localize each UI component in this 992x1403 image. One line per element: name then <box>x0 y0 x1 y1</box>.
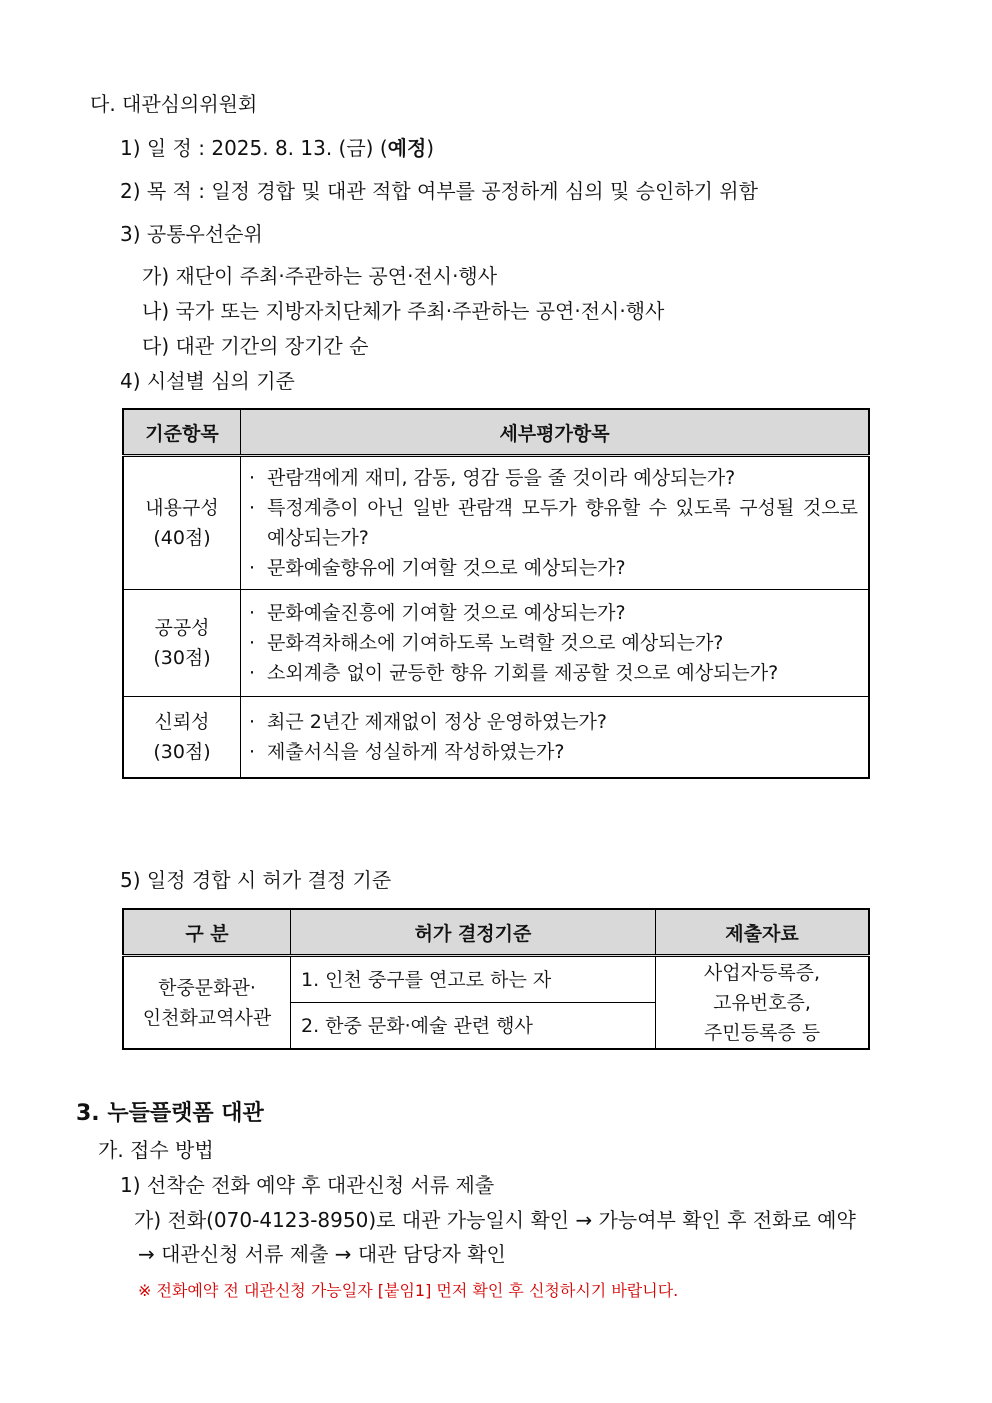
criteria-item: 소외계층 없이 균등한 향유 기회를 제공할 것으로 예상되는가? <box>267 662 779 684</box>
table-row: 공공성 (30점) · 문화예술진흥에 기여할 것으로 예상되는가? · 문화격차해소에 기여하도록 노력할 것으로 예상되는가? · 소외계층 없이 균등한 향유 기회를 제공할 것으로 예상되는가? <box>123 590 869 697</box>
criteria-item: 문화예술향유에 기여할 것으로 예상되는가? <box>267 557 626 579</box>
criteria-item: 관람객에게 재미, 감동, 영감 등을 줄 것이라 예상되는가? <box>267 467 736 489</box>
sub-heading: 가. 접수 방법 <box>98 1138 214 1162</box>
criteria-item: 특정계층이 아닌 일반 관람객 모두가 향유할 수 있도록 구성될 것으로 예상되는가? <box>267 497 858 549</box>
permit-criterion: 2. 한중 문화·예술 관련 행사 <box>291 1003 656 1050</box>
criteria-item: 문화예술진흥에 기여할 것으로 예상되는가? <box>267 602 626 624</box>
purpose-line: 2) 목 적 : 일정 경합 및 대관 적합 여부를 공정하게 심의 및 승인하기 위함 <box>120 179 758 203</box>
criteria-item: 문화격차해소에 기여하도록 노력할 것으로 예상되는가? <box>267 632 724 654</box>
schedule-status: 예정 <box>387 136 427 160</box>
facility-name: 인천화교역사관 <box>142 1006 272 1029</box>
method-detail: → 대관신청 서류 제출 → 대관 담당자 확인 <box>138 1242 506 1266</box>
table-header: 제출자료 <box>656 909 870 956</box>
criteria-points: (30점) <box>153 741 211 763</box>
criteria-points: (40점) <box>153 527 211 549</box>
permit-criterion: 1. 인천 중구를 연고로 하는 자 <box>291 956 656 1003</box>
priority-heading: 3) 공통우선순위 <box>120 222 263 246</box>
facility-name: 한중문화관· <box>158 976 256 999</box>
table-header: 구 분 <box>123 909 291 956</box>
required-document: 주민등록증 등 <box>703 1021 821 1044</box>
method-detail: 가) 전화(070-4123-8950)로 대관 가능일시 확인 → 가능여부 확인 후 전화로 예약 <box>134 1208 856 1232</box>
required-document: 고유번호증, <box>713 991 811 1014</box>
table-row <box>123 956 869 1003</box>
criteria-points: (30점) <box>153 647 211 669</box>
section-3-heading: 3. 누들플랫폼 대관 <box>76 1101 264 1126</box>
required-document: 사업자등록증, <box>703 961 821 984</box>
section-heading: 다. 대관심의위원회 <box>90 92 258 116</box>
priority-item: 다) 대관 기간의 장기간 순 <box>142 334 369 358</box>
criteria-heading: 4) 시설별 심의 기준 <box>120 369 295 393</box>
table-header: 세부평가항목 <box>241 409 870 456</box>
criteria-category: 신뢰성 <box>154 711 210 733</box>
criteria-item: 제출서식을 성실하게 작성하였는가? <box>267 741 565 763</box>
table-row: 신뢰성 (30점) · 최근 2년간 제재없이 정상 운영하였는가? · 제출서식을 성실하게 작성하였는가? <box>123 697 869 779</box>
notice-text: ※ 전화예약 전 대관신청 가능일자 [붙임1] 먼저 확인 후 신청하시기 바랍니다. <box>138 1281 679 1300</box>
conflict-table <box>122 908 870 1050</box>
table-header: 기준항목 <box>123 409 241 456</box>
schedule-label: 1) 일 정 : <box>120 136 205 160</box>
priority-item: 나) 국가 또는 지방자치단체가 주최·주관하는 공연·전시·행사 <box>142 299 665 323</box>
schedule-close: ) <box>426 136 435 160</box>
table-header: 허가 결정기준 <box>291 909 656 956</box>
conflict-heading: 5) 일정 경합 시 허가 결정 기준 <box>120 868 392 892</box>
criteria-category: 내용구성 <box>145 497 219 519</box>
criteria-item: 최근 2년간 제재없이 정상 운영하였는가? <box>267 711 607 733</box>
table-row: 내용구성 (40점) · 관람객에게 재미, 감동, 영감 등을 줄 것이라 예상되는가? · 특정계층이 아닌 일반 관람객 모두가 향유할 수 있도록 구성될 것으로 예상되는가? · 문화예술향유에 기여할 것으로 예상되는가? <box>123 456 869 590</box>
criteria-category: 공공성 <box>154 617 210 639</box>
priority-item: 가) 재단이 주최·주관하는 공연·전시·행사 <box>142 264 498 288</box>
schedule-date: 2025. 8. 13. (금) ( <box>211 136 388 160</box>
criteria-table <box>122 408 870 779</box>
schedule-line <box>120 134 434 162</box>
method-item: 1) 선착순 전화 예약 후 대관신청 서류 제출 <box>120 1173 495 1197</box>
